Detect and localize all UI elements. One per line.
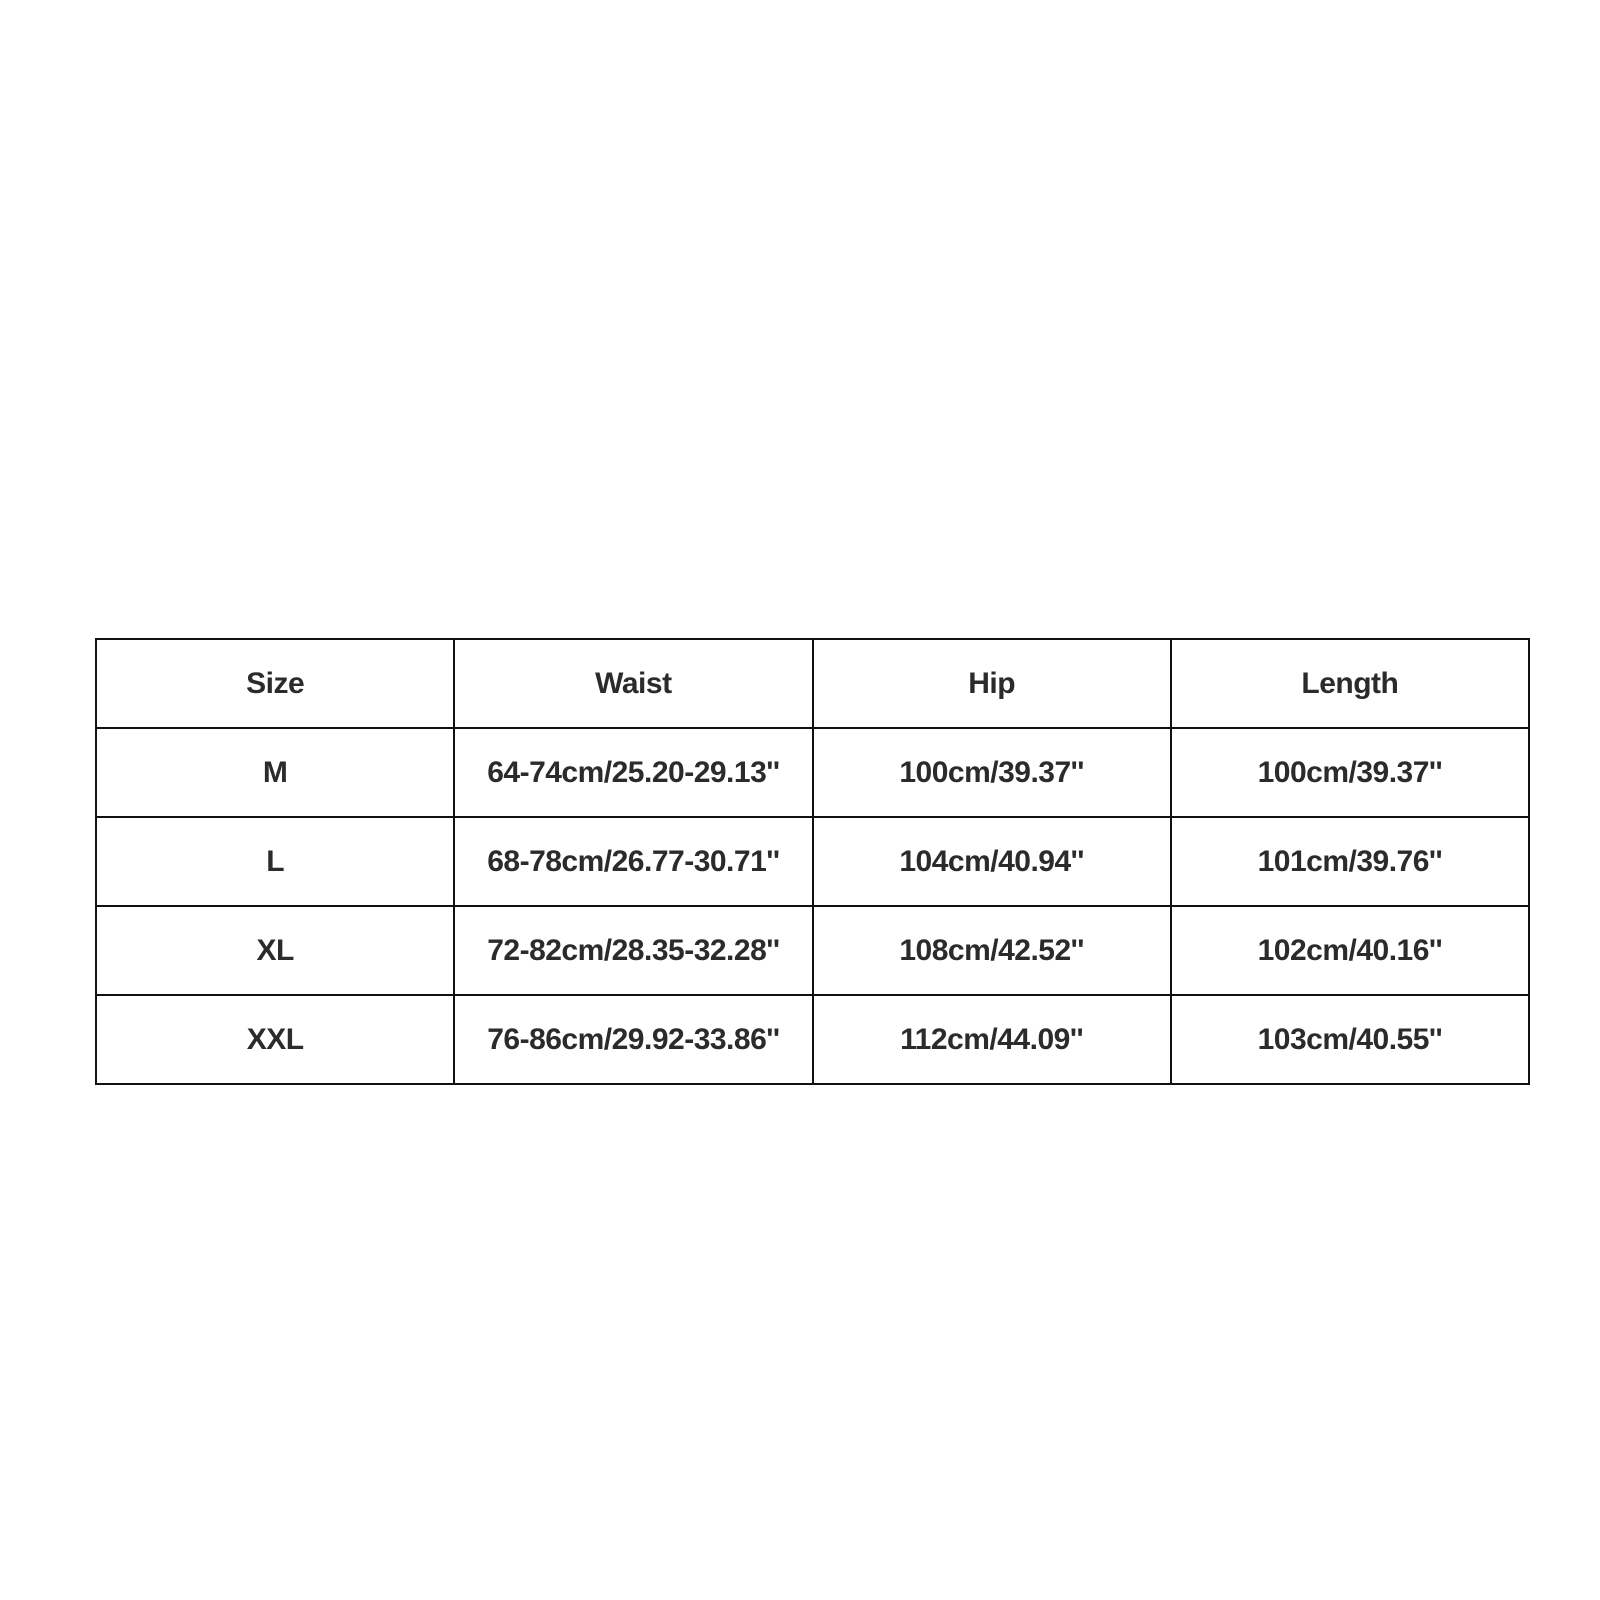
- cell-length: 102cm/40.16'': [1171, 906, 1529, 995]
- table-row: [96, 728, 1529, 817]
- cell-length: 101cm/39.76'': [1171, 817, 1529, 906]
- cell-size: XXL: [96, 995, 454, 1084]
- header-waist: Waist: [454, 639, 812, 728]
- header-hip: Hip: [813, 639, 1171, 728]
- cell-size: XL: [96, 906, 454, 995]
- cell-waist: 76-86cm/29.92-33.86'': [454, 995, 812, 1084]
- cell-length: 103cm/40.55'': [1171, 995, 1529, 1084]
- table-row: [96, 906, 1529, 995]
- cell-waist: 64-74cm/25.20-29.13'': [454, 728, 812, 817]
- table-row: [96, 817, 1529, 906]
- cell-size: L: [96, 817, 454, 906]
- table-row: [96, 995, 1529, 1084]
- size-chart-table: [95, 638, 1530, 1085]
- cell-size: M: [96, 728, 454, 817]
- cell-hip: 104cm/40.94'': [813, 817, 1171, 906]
- cell-waist: 68-78cm/26.77-30.71'': [454, 817, 812, 906]
- header-row: [96, 639, 1529, 728]
- cell-hip: 112cm/44.09'': [813, 995, 1171, 1084]
- header-length: Length: [1171, 639, 1529, 728]
- table-header: [96, 639, 1529, 728]
- header-size: Size: [96, 639, 454, 728]
- table-body: [96, 728, 1529, 1084]
- cell-hip: 100cm/39.37'': [813, 728, 1171, 817]
- cell-waist: 72-82cm/28.35-32.28'': [454, 906, 812, 995]
- cell-hip: 108cm/42.52'': [813, 906, 1171, 995]
- cell-length: 100cm/39.37'': [1171, 728, 1529, 817]
